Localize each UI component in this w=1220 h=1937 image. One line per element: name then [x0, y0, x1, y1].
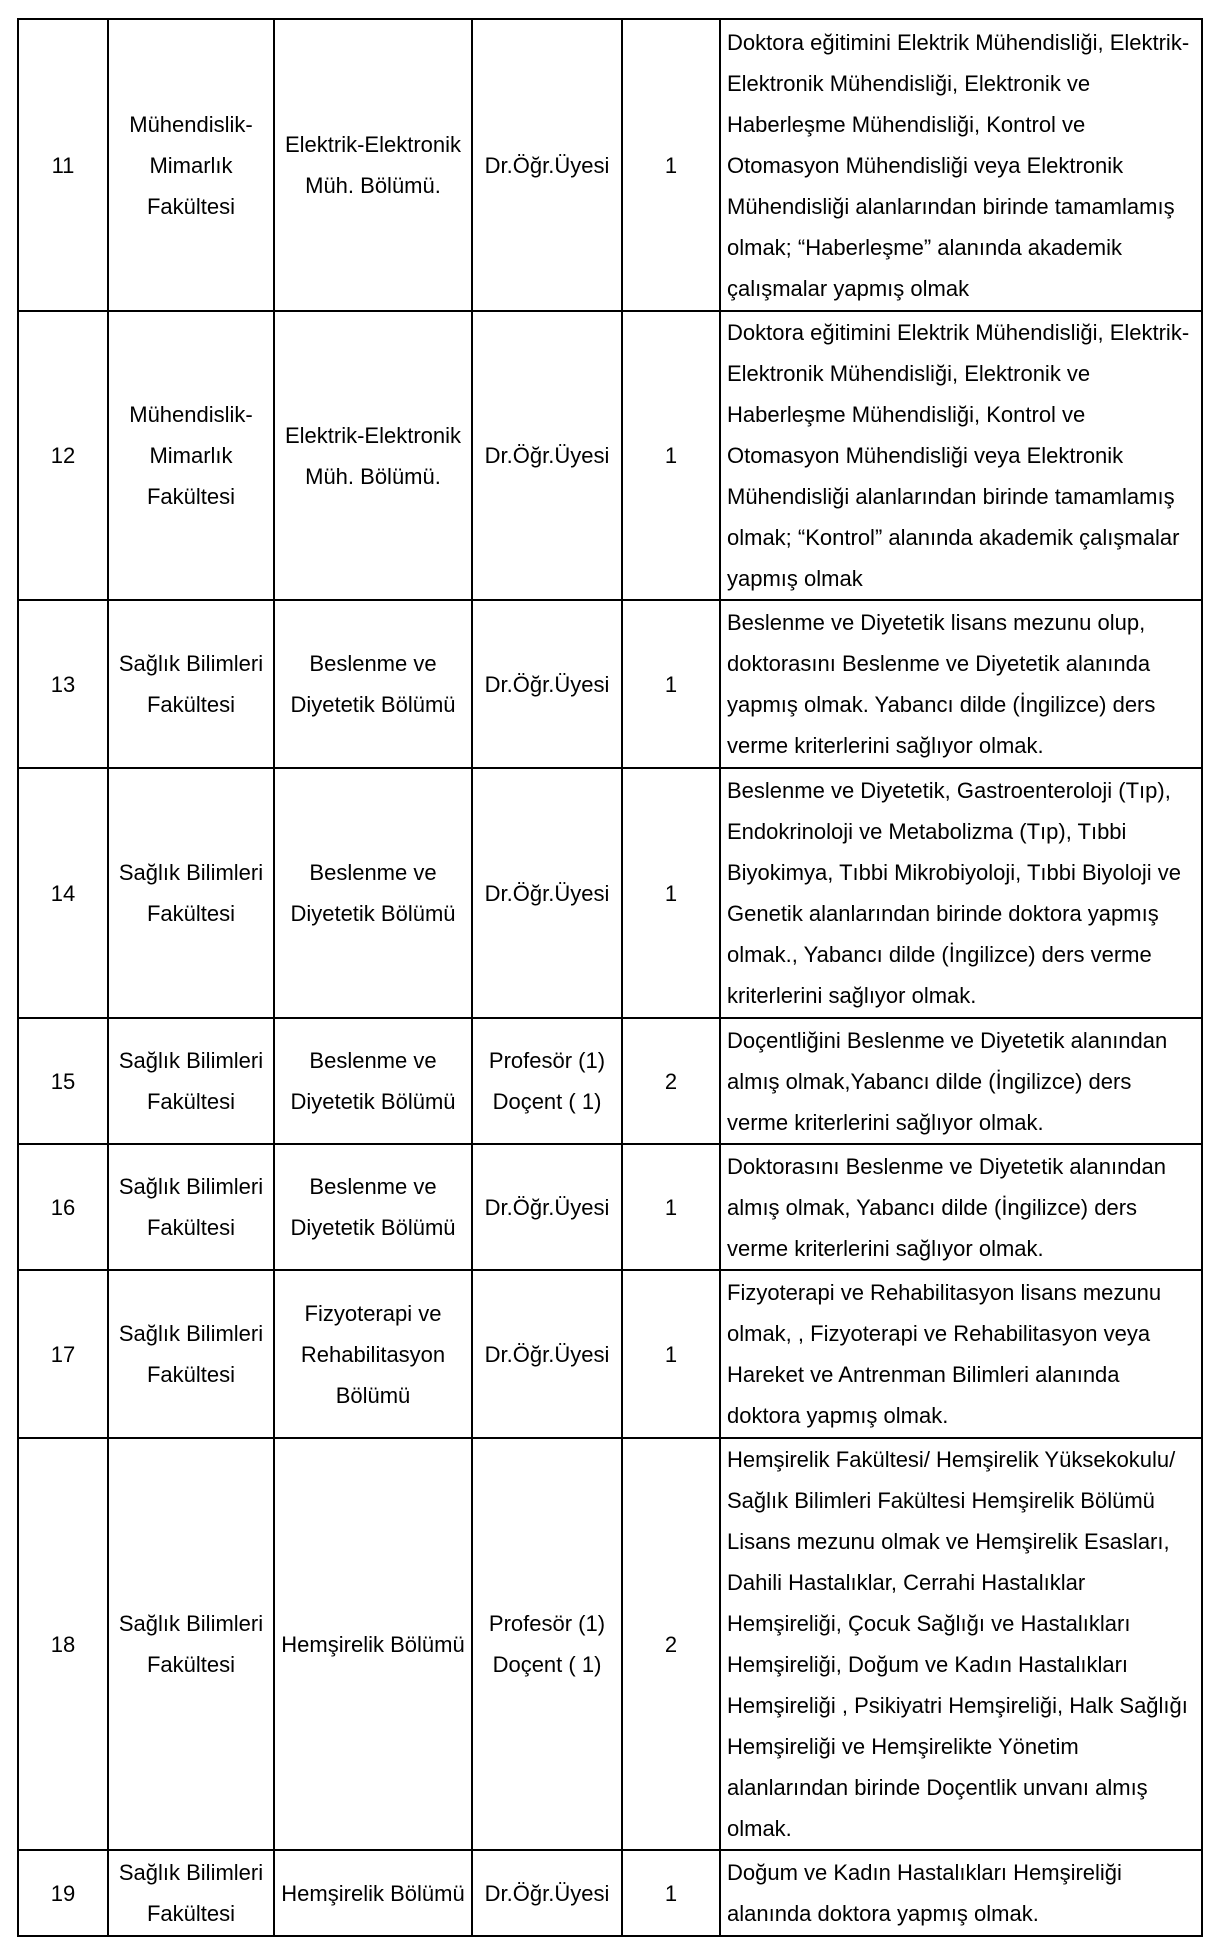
- count-cell: 1: [622, 1270, 720, 1438]
- faculty-cell: Sağlık Bilimleri Fakültesi: [108, 1144, 274, 1270]
- table-row: [18, 1144, 1202, 1270]
- department-cell: Beslenme ve Diyetetik Bölümü: [274, 1144, 472, 1270]
- faculty-cell: Mühendislik-Mimarlık Fakültesi: [108, 311, 274, 600]
- row-number: 15: [18, 1018, 108, 1144]
- requirement-cell: Doçentliğini Beslenme ve Diyetetik alanından almış olmak,Yabancı dilde (İngilizce) ders verme kriterlerini sağlıyor olmak.: [720, 1018, 1202, 1144]
- table-row: [18, 600, 1202, 768]
- department-cell: Hemşirelik Bölümü: [274, 1438, 472, 1850]
- row-number: 12: [18, 311, 108, 600]
- department-cell: Hemşirelik Bölümü: [274, 1850, 472, 1936]
- row-number: 17: [18, 1270, 108, 1438]
- requirement-cell: Doktorasını Beslenme ve Diyetetik alanından almış olmak, Yabancı dilde (İngilizce) ders verme kriterlerini sağlıyor olmak.: [720, 1144, 1202, 1270]
- title-cell: Dr.Öğr.Üyesi: [472, 19, 622, 311]
- requirement-cell: Fizyoterapi ve Rehabilitasyon lisans mezunu olmak, , Fizyoterapi ve Rehabilitasyon veya Hareket ve Antrenman Bilimleri alanında doktora yapmış olmak.: [720, 1270, 1202, 1438]
- requirement-cell: Hemşirelik Fakültesi/ Hemşirelik Yüksekokulu/ Sağlık Bilimleri Fakültesi Hemşirelik Bölümü Lisans mezunu olmak ve Hemşirelik Esasları, Dahili Hastalıklar, Cerrahi Hastalıklar Hemşireliği, Çocuk Sağlığı ve Hastalıkları Hemşireliği, Doğum ve Kadın Hastalıkları Hemşireliği , Psikiyatri Hemşireliği, Halk Sağlığı Hemşireliği ve Hemşirelikte Yönetim alanlarından birinde Doçentlik unvanı almış olmak.: [720, 1438, 1202, 1850]
- count-cell: 1: [622, 600, 720, 768]
- table-row: [18, 1850, 1202, 1936]
- table-row: [18, 311, 1202, 600]
- department-cell: Elektrik-Elektronik Müh. Bölümü.: [274, 311, 472, 600]
- row-number: 11: [18, 19, 108, 311]
- table-row: [18, 1438, 1202, 1850]
- count-cell: 1: [622, 19, 720, 311]
- count-cell: 1: [622, 768, 720, 1018]
- title-cell: Dr.Öğr.Üyesi: [472, 600, 622, 768]
- faculty-cell: Sağlık Bilimleri Fakültesi: [108, 768, 274, 1018]
- table-row: [18, 1270, 1202, 1438]
- title-cell: Profesör (1) Doçent ( 1): [472, 1018, 622, 1144]
- row-number: 14: [18, 768, 108, 1018]
- faculty-cell: Sağlık Bilimleri Fakültesi: [108, 600, 274, 768]
- count-cell: 2: [622, 1018, 720, 1144]
- requirement-cell: Beslenme ve Diyetetik lisans mezunu olup, doktorasını Beslenme ve Diyetetik alanında yapmış olmak. Yabancı dilde (İngilizce) ders verme kriterlerini sağlıyor olmak.: [720, 600, 1202, 768]
- faculty-cell: Sağlık Bilimleri Fakültesi: [108, 1438, 274, 1850]
- faculty-cell: Sağlık Bilimleri Fakültesi: [108, 1850, 274, 1936]
- faculty-cell: Sağlık Bilimleri Fakültesi: [108, 1270, 274, 1438]
- requirement-cell: Beslenme ve Diyetetik, Gastroenteroloji (Tıp), Endokrinoloji ve Metabolizma (Tıp), Tıbbi Biyokimya, Tıbbi Mikrobiyoloji, Tıbbi Biyoloji ve Genetik alanlarından birinde doktora yapmış olmak., Yabancı dilde (İngilizce) ders verme kriterlerini sağlıyor olmak.: [720, 768, 1202, 1018]
- faculty-cell: Sağlık Bilimleri Fakültesi: [108, 1018, 274, 1144]
- requirement-cell: Doğum ve Kadın Hastalıkları Hemşireliği alanında doktora yapmış olmak.: [720, 1850, 1202, 1936]
- department-cell: Fizyoterapi ve Rehabilitasyon Bölümü: [274, 1270, 472, 1438]
- requirement-cell: Doktora eğitimini Elektrik Mühendisliği, Elektrik-Elektronik Mühendisliği, Elektronik ve Haberleşme Mühendisliği, Kontrol ve Otomasyon Mühendisliği veya Elektronik Mühendisliği alanlarından birinde tamamlamış olmak; “Kontrol” alanında akademik çalışmalar yapmış olmak: [720, 311, 1202, 600]
- requirement-cell: Doktora eğitimini Elektrik Mühendisliği, Elektrik-Elektronik Mühendisliği, Elektronik ve Haberleşme Mühendisliği, Kontrol ve Otomasyon Mühendisliği veya Elektronik Mühendisliği alanlarından birinde tamamlamış olmak; “Haberleşme” alanında akademik çalışmalar yapmış olmak: [720, 19, 1202, 311]
- table-row: [18, 768, 1202, 1018]
- row-number: 19: [18, 1850, 108, 1936]
- table-row: [18, 19, 1202, 311]
- positions-table-body: [18, 19, 1202, 1936]
- table-row: [18, 1018, 1202, 1144]
- faculty-cell: Mühendislik-Mimarlık Fakültesi: [108, 19, 274, 311]
- count-cell: 1: [622, 311, 720, 600]
- count-cell: 1: [622, 1850, 720, 1936]
- title-cell: Dr.Öğr.Üyesi: [472, 1850, 622, 1936]
- positions-table: [17, 18, 1203, 1937]
- department-cell: Beslenme ve Diyetetik Bölümü: [274, 768, 472, 1018]
- row-number: 16: [18, 1144, 108, 1270]
- title-cell: Dr.Öğr.Üyesi: [472, 1270, 622, 1438]
- row-number: 18: [18, 1438, 108, 1850]
- title-cell: Dr.Öğr.Üyesi: [472, 311, 622, 600]
- title-cell: Dr.Öğr.Üyesi: [472, 768, 622, 1018]
- row-number: 13: [18, 600, 108, 768]
- department-cell: Beslenme ve Diyetetik Bölümü: [274, 1018, 472, 1144]
- title-cell: Dr.Öğr.Üyesi: [472, 1144, 622, 1270]
- count-cell: 1: [622, 1144, 720, 1270]
- count-cell: 2: [622, 1438, 720, 1850]
- title-cell: Profesör (1) Doçent ( 1): [472, 1438, 622, 1850]
- department-cell: Beslenme ve Diyetetik Bölümü: [274, 600, 472, 768]
- department-cell: Elektrik-Elektronik Müh. Bölümü.: [274, 19, 472, 311]
